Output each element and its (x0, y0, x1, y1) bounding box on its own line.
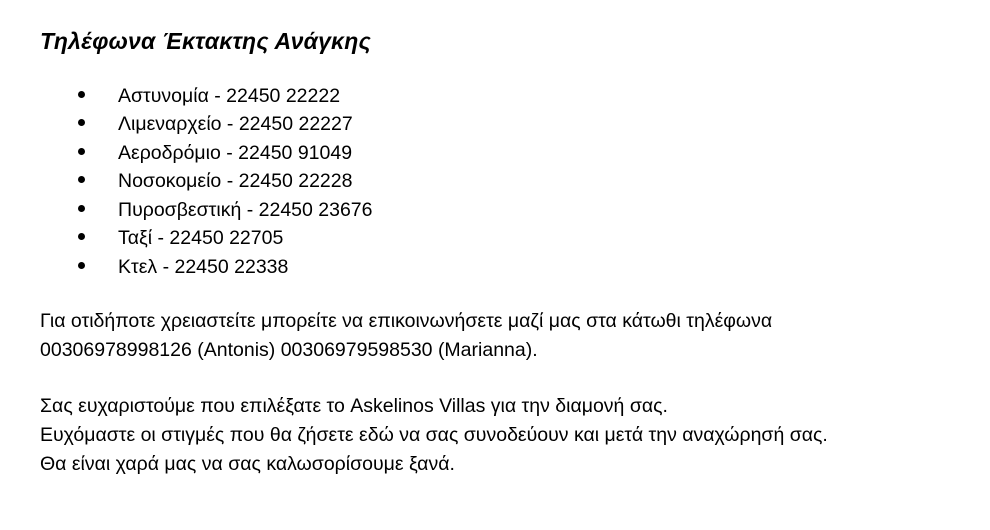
page-title: Τηλέφωνα Έκτακτης Ανάγκης (40, 28, 371, 54)
bullet-icon (78, 205, 85, 212)
contact-label: Κτελ - 22450 22338 (118, 255, 289, 278)
list-item (78, 224, 970, 253)
contact-label: Ταξί - 22450 22705 (118, 227, 284, 250)
list-item (78, 167, 970, 196)
list-item (78, 110, 970, 139)
bullet-icon (78, 262, 85, 269)
list-item (78, 196, 970, 225)
paragraph-line: Σας ευχαριστούμε που επιλέξατε το Askelinos Villas για την διαμονή σας. (40, 395, 668, 418)
paragraph-line: 00306978998126 (Antonis) 00306979598530 (Marianna). (40, 339, 538, 362)
contact-label: Πυροσβεστική - 22450 23676 (118, 198, 373, 221)
contact-label: Νοσοκομείο - 22450 22228 (118, 170, 353, 193)
paragraph-line: Για οτιδήποτε χρειαστείτε μπορείτε να επικοινωνήσετε μαζί μας στα κάτωθι τηλέφωνα (40, 310, 773, 333)
bullet-icon (78, 233, 85, 240)
bullet-icon (78, 176, 85, 183)
emergency-contacts-list (40, 82, 970, 282)
contact-label: Αστυνομία - 22450 22222 (118, 84, 341, 107)
contact-label: Λιμεναρχείο - 22450 22227 (118, 113, 353, 136)
list-item (78, 82, 970, 111)
paragraph-line: Ευχόμαστε οι στιγμές που θα ζήσετε εδώ να σας συνοδεύουν και μετά την αναχώρησή σας. (40, 424, 828, 447)
closing-paragraph (40, 392, 970, 479)
list-item (78, 139, 970, 168)
contact-label: Αεροδρόμιο - 22450 91049 (118, 141, 353, 164)
bullet-icon (78, 148, 85, 155)
bullet-icon (78, 91, 85, 98)
bullet-icon (78, 119, 85, 126)
paragraph-line: Θα είναι χαρά μας να σας καλωσορίσουμε ξανά. (40, 453, 455, 476)
list-item (78, 253, 970, 282)
contact-paragraph (40, 307, 970, 365)
